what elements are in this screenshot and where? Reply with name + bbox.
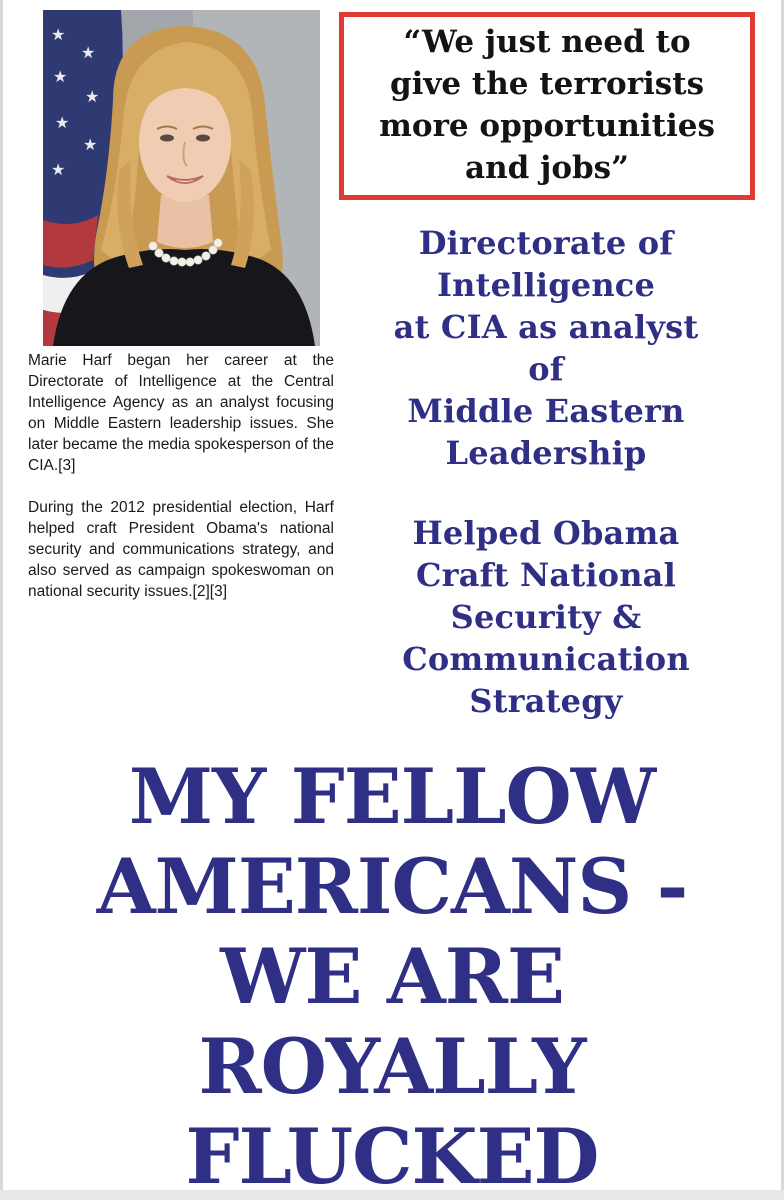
slogan-line: WE ARE	[220, 932, 564, 1021]
quote-line: “We just need to	[403, 24, 691, 60]
slogan-line: MY FELLOW	[128, 752, 656, 841]
role-line: at CIA as analyst	[393, 308, 699, 346]
svg-text:★: ★	[55, 113, 70, 132]
bio-text	[28, 350, 334, 623]
slogan-line: ROYALLY	[198, 1022, 586, 1111]
help-line: Security &	[450, 598, 642, 636]
slogan-headline	[20, 752, 764, 1202]
help-line: Communication	[402, 640, 690, 678]
slogan-line: FLUCKED	[185, 1112, 599, 1201]
svg-text:★: ★	[51, 25, 66, 44]
help-line: Helped Obama	[412, 514, 680, 552]
portrait-photo	[43, 10, 320, 346]
quote-box	[339, 12, 755, 200]
page-edge-left	[0, 0, 3, 1200]
help-line: Strategy	[469, 682, 623, 720]
role-line: Middle Eastern	[407, 392, 685, 430]
role-line: Directorate of	[418, 224, 674, 262]
bio-paragraph-1: Marie Harf began her career at the Directorate of Intelligence at the Central Intelligence Agency as an analyst focusing on Middle Eastern leadership issues. She later became the media spokesperson of the CIA.[3]	[28, 352, 334, 474]
svg-text:★: ★	[83, 135, 98, 154]
help-line: Craft National	[416, 556, 676, 594]
role-line: Intelligence	[436, 266, 656, 304]
role-line: Leadership	[445, 434, 647, 472]
quote-text	[379, 21, 715, 189]
svg-text:★: ★	[81, 43, 96, 62]
quote-line: and jobs”	[465, 150, 629, 186]
svg-text:★: ★	[51, 160, 66, 179]
svg-text:★: ★	[53, 67, 68, 86]
role-line: of	[528, 350, 564, 388]
slogan-line: AMERICANS -	[96, 842, 688, 931]
bio-paragraph-2: During the 2012 presidential election, Harf helped craft President Obama's national security and communications strategy, and also served as campaign spokeswoman on national security issues.[2][3]	[28, 499, 334, 600]
quote-line: give the terrorists	[389, 66, 705, 102]
role-headline	[344, 222, 748, 474]
quote-line: more opportunities	[379, 108, 715, 144]
svg-text:★: ★	[85, 87, 100, 106]
help-headline	[344, 512, 748, 722]
